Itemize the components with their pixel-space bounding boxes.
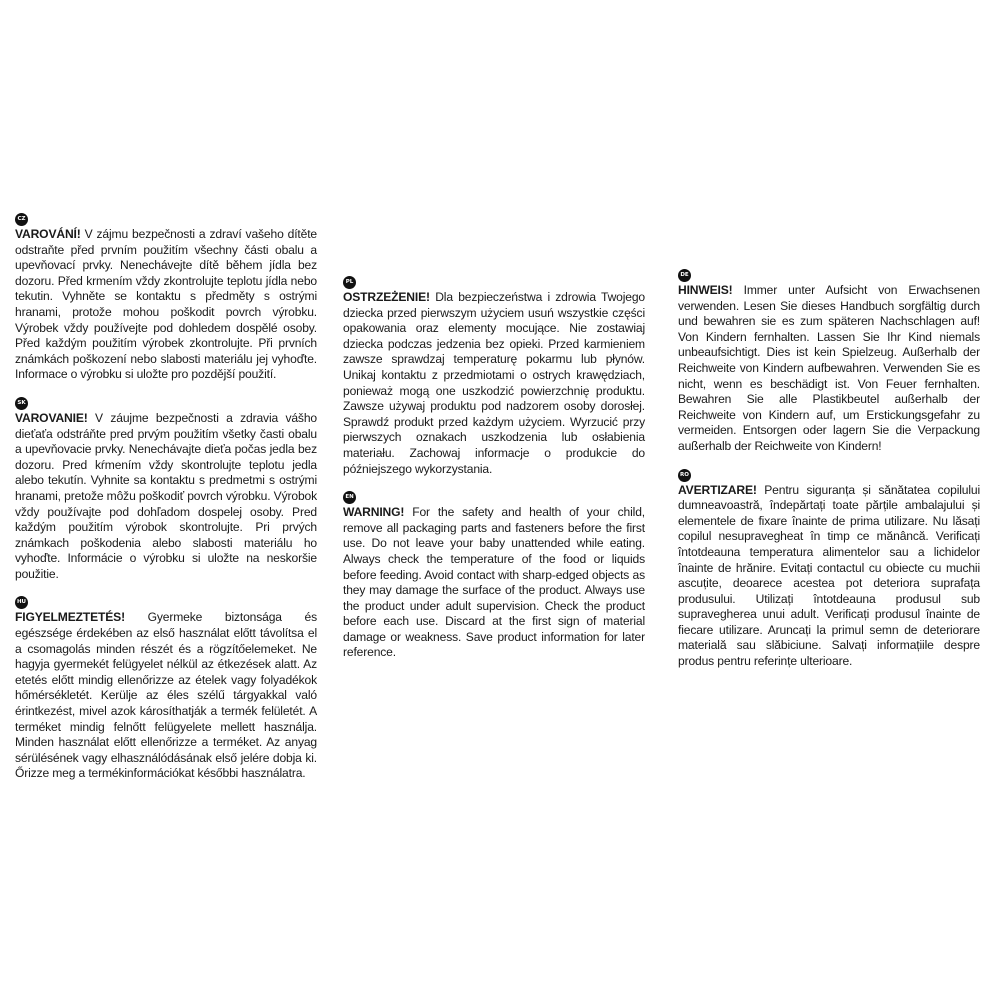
warning-text-en (343, 505, 645, 661)
section-en (343, 485, 645, 661)
column-right (678, 263, 980, 678)
warning-body-pl: Dla bezpieczeństwa i zdrowia Twojego dziecka przed pierwszym użyciem usuń wszystkie części opakowania oraz elementy mocujące. Nie zostawiaj dziecka podczas jedzenia bez opieki. Przed karmieniem zawsze sprawdzaj temperaturę pokarmu lub płynów. Unikaj kontaktu z przedmiotami o ostrych krawędziach, ponieważ mogą one uszkodzić powierzchnię produktu. Zawsze używaj produktu pod nadzorem osoby dorosłej. Sprawdź produkt przed każdym użyciem. Wyrzucić przy pierwszych oznakach uszkodzenia lub osłabienia materiału. Zachowaj informacje o produkcie do późniejszego wykorzystania. (343, 290, 645, 476)
section-hu (15, 590, 317, 782)
warning-heading-sk: VAROVANIE! (15, 410, 88, 425)
warning-heading-de: HINWEIS! (678, 283, 733, 297)
column-left (15, 207, 317, 790)
warning-text-hu (15, 610, 317, 782)
warning-body-en: For the safety and health of your child, remove all packaging parts and fasteners before the first use. Do not leave your baby unattended while eating. Always check the temperature of the food or liquids before feeding. Avoid contact with sharp-edged objects as they may damage the surface of the product. Always use the product under adult supervision. Check the product before each use. Discard at the first sign of material damage or weakness. Save product information for later reference. (343, 505, 645, 660)
warning-text-ro (678, 483, 980, 670)
warning-heading-hu: FIGYELMEZTETÉS! (15, 610, 125, 625)
warning-text-cz (15, 227, 317, 383)
warning-text-sk (15, 411, 317, 583)
warning-text-pl (343, 290, 645, 477)
warning-body-cz: V zájmu bezpečnosti a zdraví vašeho dítěte odstraňte před prvním použitím všechny části obalu a upevňovací prvky. Nenechávejte dítě během jídla bez dozoru. Před krmením vždy zkontrolujte teplotu jídla nebo tekutin. Vyhněte se kontaktu s předměty s ostrými hranami, protože mohou poškodit povrch výrobku. Výrobek vždy používejte pod dohledem dospělé osoby. Před každým použitím výrobek zkontrolujte. Při prvních známkách poškození nebo slabosti materiálu jej vyhoďte. Informace o výrobku si uložte pro pozdější použití. (15, 227, 317, 382)
language-badge-de: DE (678, 269, 691, 282)
warning-body-ro: Pentru siguranța și sănătatea copilului dumneavoastră, îndepărtați toate părțile ambalajului și elementele de fixare înainte de prima utilizare. Nu lăsați copilul nesupravegheat în timp ce mănâncă. Verificați întotdeauna temperatura alimentelor sau a lichidelor înainte de hrănire. Evitați contactul cu obiecte cu muchii ascuțite, deoarece acestea pot deteriora suprafața produsului. Utilizați întotdeauna produsul sub supravegherea unui adult. Verificați produsul înainte de fiecare utilizare. Aruncați la primul semn de deteriorare materială sau slăbiciune. Salvați informațiile despre produs pentru referințe ulterioare. (678, 482, 980, 669)
section-de (678, 263, 980, 455)
language-badge-cz: CZ (15, 213, 28, 226)
section-cz (15, 207, 317, 383)
warning-heading-cz: VAROVÁNÍ! (15, 227, 81, 241)
warning-body-hu: Gyermeke biztonsága és egészsége érdekében az első használat előtt távolítsa el a csomagolás minden részét és a rögzítőelemeket. Ne hagyja gyermekét felügyelet nélkül az étkezések alatt. Az etetés előtt mindig ellenőrizze az ételek vagy folyadékok hőmérsékletét. Kerülje az éles szélű tárgyakkal való érintkezést, mivel azok károsíthatják a termék felületét. A terméket mindig felnőtt felügyelete mellett használja. Minden használat előtt ellenőrizze a terméket. Az anyag sérülésének vagy elhasználódásának első jelére dobja ki. Őrizze meg a termékinformációkat későbbi használatra. (15, 610, 317, 781)
section-sk (15, 391, 317, 583)
language-badge-sk: SK (15, 397, 28, 410)
warning-heading-ro: AVERTIZARE! (678, 482, 757, 497)
warning-body-de: Immer unter Aufsicht von Erwachsenen verwenden. Lesen Sie dieses Handbuch sorgfältig durch und bewahren sie es zum späteren Nachschlagen auf! Von Kindern fernhalten. Lassen Sie Ihr Kind niemals unbeaufsichtigt. Dies ist kein Spielzeug. Außerhalb der Reichweite von Kindern aufbewahren. Verwenden Sie es nicht, wenn es beschädigt ist. Von Feuer fernhalten. Bewahren Sie alle Plastikbeutel außerhalb der Reichweite von Kindern auf, um Erstickungsgefahr zu vermeiden. Entsorgen oder lagern Sie die Verpackung außerhalb der Reichweite von Kindern! (678, 283, 980, 453)
warning-heading-en: WARNING! (343, 505, 405, 520)
column-middle (343, 270, 645, 669)
warning-heading-pl: OSTRZEŻENIE! (343, 290, 430, 304)
language-badge-ro: RO (678, 469, 691, 482)
language-badge-pl: PL (343, 276, 356, 289)
warning-text-de (678, 283, 980, 455)
section-ro (678, 463, 980, 670)
warning-body-sk: V záujme bezpečnosti a zdravia vášho dieťaťa odstráňte pred prvým použitím všetky časti obalu a upevňovacie prvky. Nenechávajte dieťa počas jedla bez dozoru. Pred kŕmením vždy skontrolujte teplotu jedla alebo tekutín. Vyhnite sa kontaktu s predmetmi s ostrými hranami, pretože môžu poškodiť povrch výrobku. Výrobok vždy používajte pod dohľadom dospelej osoby. Pred každým použitím výrobok skontrolujte. Pri prvých známkach poškodenia alebo slabosti materiálu ho vyhoďte. Informácie o výrobku si uložte na neskoršie použitie. (15, 410, 317, 581)
section-pl (343, 270, 645, 477)
language-badge-hu: HU (15, 596, 28, 609)
language-badge-en: EN (343, 491, 356, 504)
